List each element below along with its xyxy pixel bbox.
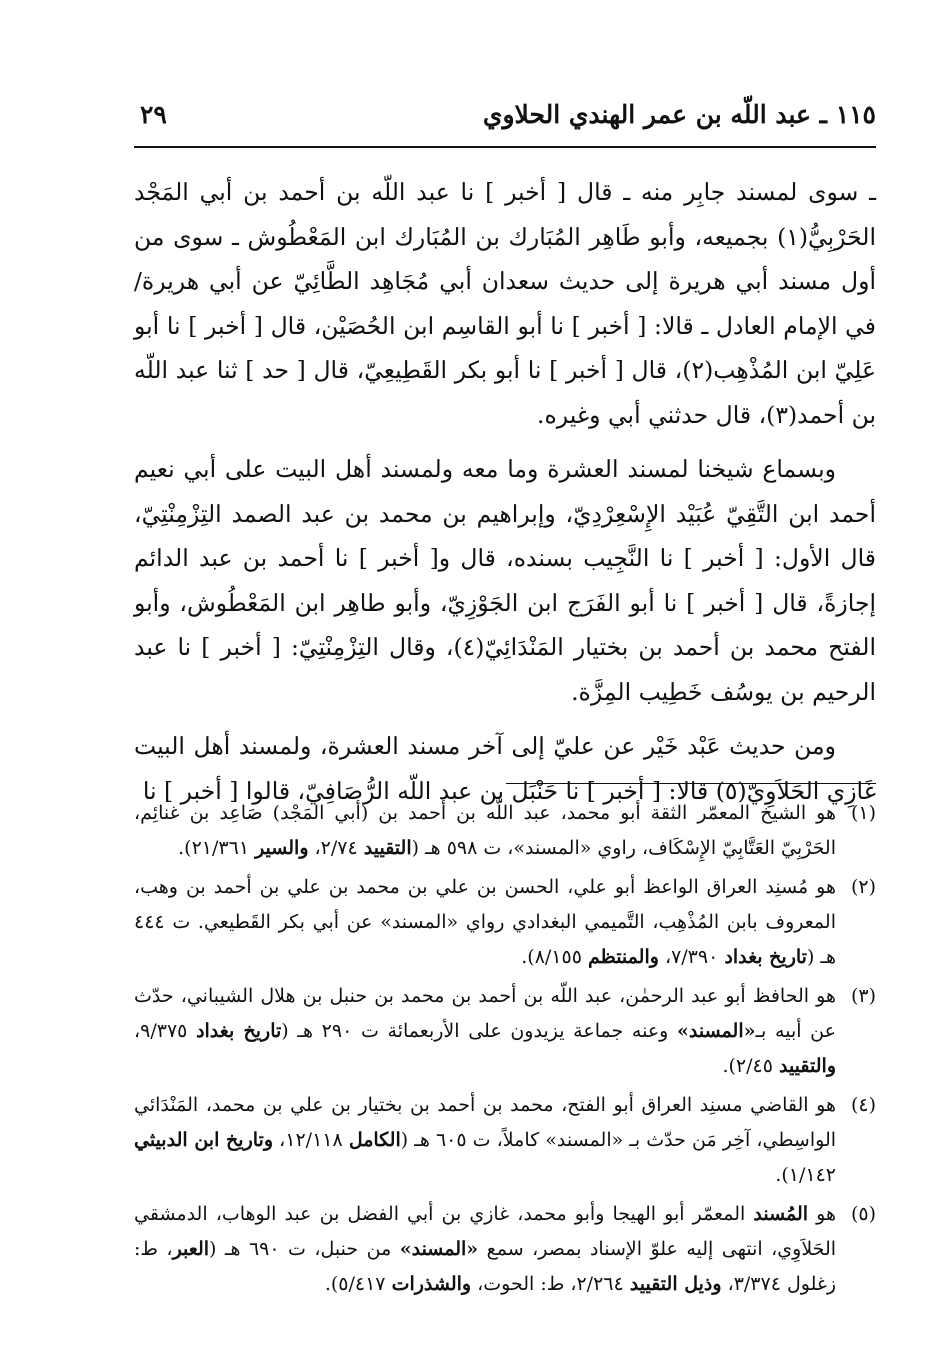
footnote [134,870,876,975]
footnote-bold-segment: العبر [172,1238,210,1260]
footnote-segment: ١٢/١١٨، [273,1129,349,1151]
footnote [134,979,876,1084]
footnotes [134,796,876,1306]
footnote-bold-segment: وتاريخ ابن الدبيثي [134,1129,274,1151]
paragraph: ـ سوى لمسند جابِر منه ـ قال [ أخبر ] نا عبد اللّه بن أحمد بن أبي المَجْد الحَرْبِيُّ(١) بجميعه، وأبو طَاهِر المُبَارك بن المُبَارك ابن المَعْطُوش ـ سوى من أول مسند أبي هريرة إلى حديث سعدان أبي مُجَاهِد الطَّائِيّ عن أبي هريرة/ في الإمام العادل ـ قالا: [ أخبر ] نا أبو القاسِم ابن الحُصَيْن، قال [ أخبر ] نا أبو عَلِيّ ابن المُذْهِب(٢)، قال [ أخبر ] نا أبو بكر القَطِيعِيّ، قال [ حد ] ثنا عبد اللّه بن أحمد(٣)، قال حدثني أبي وغيره. [134,178,876,429]
header-rule [134,146,876,148]
footnote-segment: ٨/١٥٥). [521,946,588,968]
footnote-segment: ٢/٢٦٤، ط: الحوت، [471,1273,630,1295]
footnote-segment: ٧/٣٩٠، [658,946,725,968]
footnote-bold-segment: التقييد [363,837,412,859]
footnote-segment: المعمّر أبو الهيجا وأبو محمد، غازي بن أبي الفضل بن عبد الوهاب، الدمشقي الحَلاَوِي، انتهى إليه علوّ الإسناد بمصر، سمع [134,1203,837,1260]
footnote-text [134,796,836,866]
footnote-separator [506,783,876,784]
footnote-segment: ٥/٤١٧). [324,1273,392,1295]
footnote-text [134,870,836,975]
footnote-text [134,1088,836,1193]
footnote-bold-segment: وذيل التقييد [629,1273,722,1295]
footnote-segment: هو الشيخ المعمّر الثقة أبو محمد، عبد اللّه بن أحمد بن (أبي المَجْد) صَاعِد بن غنائِم، الحَرْبِيّ العَتَّابِيّ الإِسْكَاف، راوي «المسند»، ت ٥٩٨ هـ ( [134,802,836,859]
footnote-bold-segment: الكامل [348,1129,401,1151]
footnote-segment: هو مُسنِد العراق الواعظ أبو علي، الحسن بن علي بن محمد بن علي بن أحمد بن وهب، المعروف بابن المُذْهِب، التَّميمي البغدادي رواي «المسند» عن أبي بكر القَطيعي. ت ٤٤٤ هـ ( [134,876,836,968]
paragraph: وبسماع شيخنا لمسند العشرة وما معه ولمسند أهل البيت على أبي نعيم أحمد ابن التَّقِيّ عُبَيْد الإِسْعِرْدِيّ، وإبراهيم بن محمد بن عبد الصمد التِزْمِنْتِيّ، قال الأول: [ أخبر ] نا النَّجِيب بسنده، قال و[ أخبر ] نا أحمد بن عبد الدائم إجازةً، قال [ أخبر ] نا أبو الفَرَج ابن الجَوْزِيّ، وأبو طاهِر ابن المَعْطُوش، وأبو الفتح محمد بن أحمد بن بختيار المَنْدَائِيّ(٤)، وقال التِزْمِنْتِيّ: [ أخبر ] نا عبد الرحيم بن يوسُف خَطِيب المِزَّة. [134,455,876,706]
footnote-bold-segment: «المسند» [399,1238,479,1260]
footnote-segment: هو [808,1203,836,1225]
footnote-bold-segment: «المسند» [677,1020,756,1042]
footnote-segment: هو القاضي مسنِد العراق أبو الفتح، محمد بن أحمد بن بختيار بن علي بن محمد، المَنْدَائي الواسِطي، آخِر مَن حدّث بـ «المسند» كاملاً، ت ٦٠٥ هـ ( [134,1094,837,1151]
footnote-bold-segment: والسير [255,837,309,859]
footnote [134,1197,876,1302]
footnote-number: (٢) [850,876,876,898]
footnote-bold-segment: المُسند [753,1203,809,1225]
footnote-number: (٤) [850,1094,876,1116]
footnote-number: (٥) [850,1203,876,1225]
footnote-bold-segment: والشذرات [391,1273,472,1295]
footnote-segment: ٢١/٣٦١). [178,837,256,859]
page-number: ٢٩ [140,100,167,129]
footnote-segment: ١/١٤٢). [775,1164,836,1186]
footnote-bold-segment: والمنتظم [587,946,659,968]
paragraph: ومن حديث عَبْد خَيْر عن عليّ إلى آخر مسند العشرة، ولمسند أهل البيت غَازِي الحَلاَوِيّ(٥) قالا: [ أخبر ] نا حَنْبَل بن عبد اللّه الرُّصَافِيّ، قالوا [ أخبر ] نا [134,732,876,805]
page-header [134,96,876,140]
footnote-segment: ٩/٣٧٥، [134,1020,197,1042]
footnote-bold-segment: والتقييد [778,1055,836,1077]
main-text [134,170,876,813]
footnote-segment: من حنبل، ت ٦٩٠ هـ ( [209,1238,400,1260]
footnote-segment: ٢/٧٤، [308,837,364,859]
footnote-number: (٣) [850,985,876,1007]
footnote-segment: هو الحافظ أبو عبد الرحمٰن، عبد اللّه بن أحمد بن محمد بن حنبل بن هلال الشيباني، حدّث عن أبيه بـ [134,985,836,1042]
footnote-text [134,1197,836,1302]
footnote-segment: ٢/٤٥). [722,1055,779,1077]
running-title: ١١٥ ـ عبد اللّه بن عمر الهندي الحلاوي [482,100,876,129]
footnote-bold-segment: تاريخ بغداد [196,1020,282,1042]
footnote-number: (١) [850,802,876,824]
footnote-segment: ، ط: زغلول ٣/٣٧٤، [134,1238,836,1295]
footnote [134,1088,876,1193]
footnote-segment: وعنه جماعة يزيدون على الأربعمائة ت ٢٩٠ هـ ( [281,1020,678,1042]
footnote-text [134,979,836,1084]
footnote [134,796,876,866]
footnote-bold-segment: تاريخ بغداد [724,946,807,968]
